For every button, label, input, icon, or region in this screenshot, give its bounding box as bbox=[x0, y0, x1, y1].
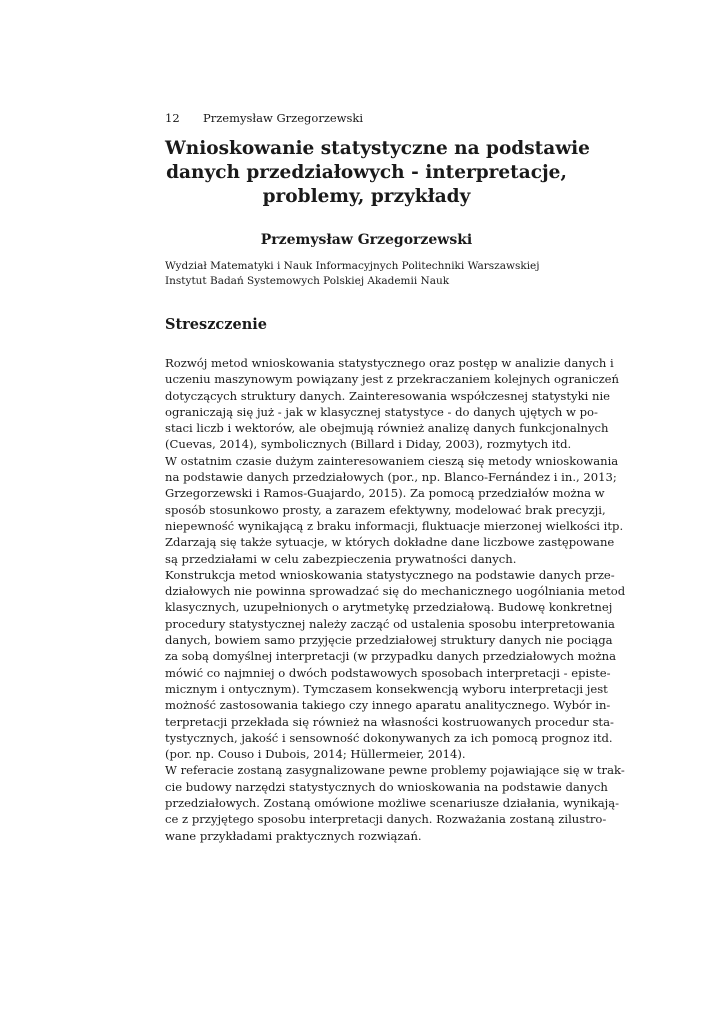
paper-title bbox=[165, 137, 590, 209]
title-line: danych przedziałowych - interpretacje, bbox=[166, 162, 567, 183]
text-line: za sobą domyślnej interpretacji (w przypadku danych przedziałowych można bbox=[165, 649, 617, 664]
abstract-paragraph bbox=[165, 453, 624, 567]
text-line: klasycznych, uzupełnionych o arytmetykę przedziałową. Budowę konkretnej bbox=[165, 600, 613, 615]
text-line: terpretacji przekłada się również na własności kostruowanych procedur sta- bbox=[165, 714, 614, 729]
text-line: W referacie zostaną zasygnalizowane pewne problemy pojawiające się w trak- bbox=[165, 763, 625, 778]
text-line: mówić co najmniej o dwóch podstawowych sposobach interpretacji - episte- bbox=[165, 665, 611, 680]
text-line: na podstawie danych przedziałowych (por., np. Blanco-Fernández i in., 2013; bbox=[165, 470, 617, 485]
title-line: problemy, przykłady bbox=[262, 186, 471, 207]
text-line: (por. np. Couso i Dubois, 2014; Hüllermeier, 2014). bbox=[165, 747, 466, 762]
affiliation-line: Instytut Badań Systemowych Polskiej Akademii Nauk bbox=[165, 275, 450, 287]
text-line: W ostatnim czasie dużym zainteresowaniem cieszą się metody wnioskowania bbox=[165, 453, 619, 468]
text-line: uczeniu maszynowym powiązany jest z przekraczaniem kolejnych ograniczeń bbox=[165, 372, 620, 387]
abstract-body bbox=[165, 355, 626, 844]
text-line: Konstrukcja metod wnioskowania statystycznego na podstawie danych prze- bbox=[165, 567, 615, 582]
text-line: ograniczają się już - jak w klasycznej statystyce - do danych ujętych w po- bbox=[165, 404, 598, 419]
text-line: Rozwój metod wnioskowania statystycznego oraz postęp w analizie danych i bbox=[165, 356, 614, 370]
abstract-paragraph bbox=[165, 355, 620, 453]
text-line: micznym i ontycznym). Tymczasem konsekwencją wyboru interpretacji jest bbox=[165, 681, 608, 696]
author-name: Przemysław Grzegorzewski bbox=[260, 232, 473, 248]
text-line: sposób stosunkowo prosty, a zarazem efektywny, modelować brak precyzji, bbox=[165, 502, 606, 517]
text-line: przedziałowych. Zostaną omówione możliwe scenariusze działania, wynikają- bbox=[165, 796, 620, 811]
text-line: ce z przyjętego sposobu interpretacji danych. Rozważania zostaną zilustro- bbox=[165, 812, 607, 827]
text-line: procedury statystycznej należy zacząć od ustalenia sposobu interpretowania bbox=[165, 616, 615, 631]
text-line: możność zastosowania takiego czy innego aparatu analitycznego. Wybór in- bbox=[165, 698, 611, 713]
text-line: niepewność wynikającą z braku informacji, fluktuacje mierzonej wielkości itp. bbox=[165, 518, 624, 533]
text-line: cie budowy narzędzi statystycznych do wnioskowania na podstawie danych bbox=[165, 779, 608, 794]
text-line: działowych nie powinna sprowadzać się do mechanicznego uogólniania metod bbox=[165, 584, 626, 599]
text-line: Grzegorzewski i Ramos-Guajardo, 2015). Za pomocą przedziałów można w bbox=[165, 486, 605, 501]
running-header bbox=[165, 111, 363, 125]
abstract-paragraph bbox=[165, 567, 626, 763]
text-line: tystycznych, jakość i sensowność dokonywanych za ich pomocą prognoz itd. bbox=[165, 730, 613, 745]
text-line: staci liczb i wektorów, ale obejmują również analizę danych funkcjonalnych bbox=[165, 421, 609, 436]
affiliation-line: Wydział Matematyki i Nauk Informacyjnych Politechniki Warszawskiej bbox=[165, 260, 540, 272]
section-heading: Streszczenie bbox=[165, 316, 267, 333]
text-line: wane przykładami praktycznych rozwiązań. bbox=[165, 828, 422, 843]
affiliations bbox=[165, 259, 540, 289]
text-line: Zdarzają się także sytuacje, w których dokładne dane liczbowe zastępowane bbox=[165, 535, 615, 550]
running-author: Przemysław Grzegorzewski bbox=[203, 111, 364, 125]
text-line: (Cuevas, 2014), symbolicznych (Billard i Diday, 2003), rozmytych itd. bbox=[165, 437, 572, 452]
text-line: są przedziałami w celu zabezpieczenia prywatności danych. bbox=[165, 551, 517, 566]
text-line: dotyczących struktury danych. Zainteresowania współczesnej statystyki nie bbox=[165, 388, 611, 403]
title-line: Wnioskowanie statystyczne na podstawie bbox=[165, 138, 590, 159]
page-number: 12 bbox=[165, 111, 180, 125]
text-line: danych, bowiem samo przyjęcie przedziałowej struktury danych nie pociąga bbox=[165, 633, 613, 648]
abstract-paragraph bbox=[165, 762, 625, 843]
